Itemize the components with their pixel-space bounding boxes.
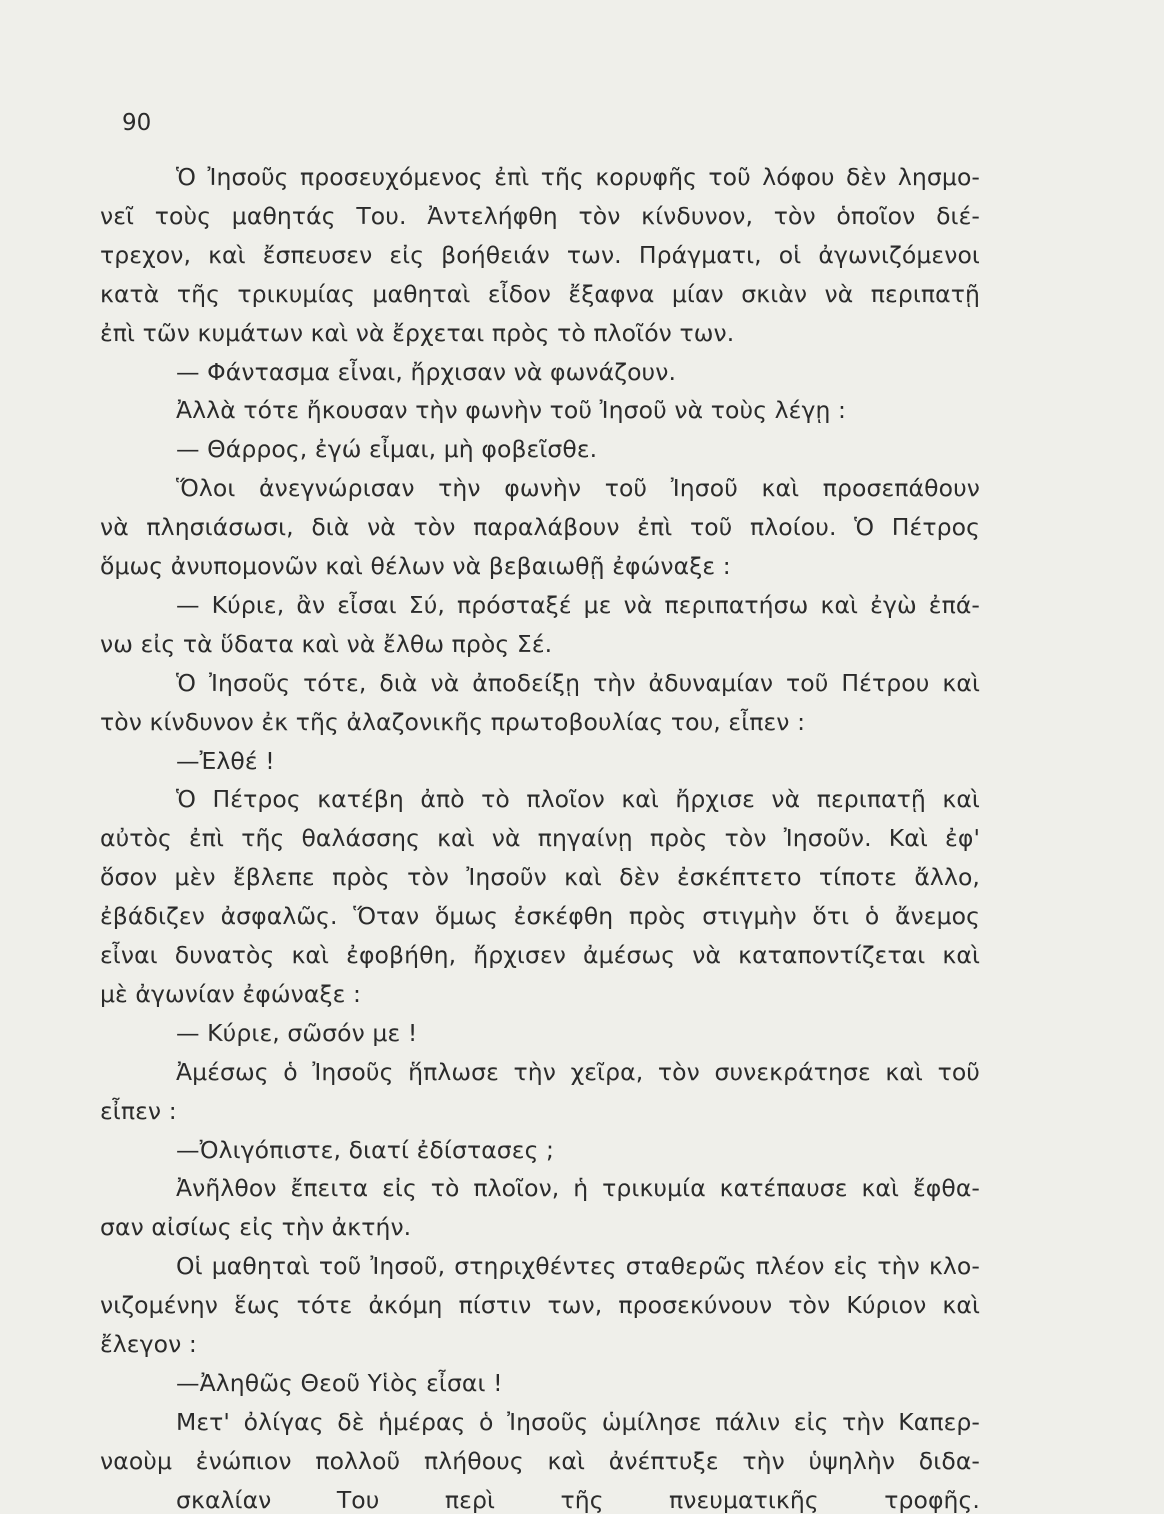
text-line: σαν αἰσίως εἰς τὴν ἀκτήν. — [100, 1213, 412, 1241]
text-line: — Θάρρος, ἐγώ εἶμαι, μὴ φοβεῖσθε. — [176, 435, 598, 463]
text-line: νω εἰς τὰ ὕδατα καὶ νὰ ἔλθω πρὸς Σέ. — [100, 630, 553, 658]
text-line: τὸν κίνδυνον ἐκ τῆς ἀλαζονικῆς πρωτοβουλίας του, εἶπεν : — [100, 708, 806, 736]
text-line: ὅμως ἀνυπομονῶν καὶ θέλων νὰ βεβαιωθῇ ἐφώναξε : — [100, 552, 731, 580]
text-line: Ἀνῆλθον ἔπειτα εἰς τὸ πλοῖον, ἡ τρικυμία κατέπαυσε καὶ ἔφθα- — [176, 1174, 980, 1202]
text-line: νιζομένην ἕως τότε ἀκόμη πίστιν των, προσεκύνουν τὸν Κύριον καὶ — [100, 1291, 980, 1319]
text-line: ἐβάδιζεν ἀσφαλῶς. Ὅταν ὅμως ἐσκέφθη πρὸς στιγμὴν ὅτι ὁ ἄνεμος — [100, 902, 980, 930]
page-number: 90 — [122, 110, 152, 136]
text-line: εἶναι δυνατὸς καὶ ἐφοβήθη, ἤρχισεν ἀμέσως νὰ καταποντίζεται καὶ — [100, 941, 980, 969]
text-line: Ἀλλὰ τότε ἤκουσαν τὴν φωνὴν τοῦ Ἰησοῦ νὰ τοὺς λέγῃ : — [176, 396, 847, 424]
text-line: Ἀμέσως ὁ Ἰησοῦς ἥπλωσε τὴν χεῖρα, τὸν συνεκράτησε καὶ τοῦ — [176, 1058, 980, 1086]
text-line: νὰ πλησιάσωσι, διὰ νὰ τὸν παραλάβουν ἐπὶ τοῦ πλοίου. Ὁ Πέτρος — [100, 513, 980, 541]
text-line: —Ἀληθῶς Θεοῦ Υἱὸς εἶσαι ! — [176, 1369, 503, 1397]
text-line: — Κύριε, σῶσόν με ! — [176, 1019, 418, 1047]
text-line: κατὰ τῆς τρικυμίας μαθηταὶ εἶδον ἔξαφνα μίαν σκιὰν νὰ περιπατῇ — [100, 280, 980, 308]
text-line: Οἱ μαθηταὶ τοῦ Ἰησοῦ, στηριχθέντες σταθερῶς πλέον εἰς τὴν κλο- — [176, 1252, 980, 1280]
text-line: — Φάντασμα εἶναι, ἤρχισαν νὰ φωνάζουν. — [176, 358, 677, 386]
text-line: ὅσον μὲν ἔβλεπε πρὸς τὸν Ἰησοῦν καὶ δὲν ἐσκέπτετο τίποτε ἄλλο, — [100, 863, 980, 891]
text-line: Ὅλοι ἀνεγνώρισαν τὴν φωνὴν τοῦ Ἰησοῦ καὶ προσεπάθουν — [176, 474, 980, 502]
text-line: τρεχον, καὶ ἔσπευσεν εἰς βοήθειάν των. Πράγματι, οἱ ἀγωνιζόμενοι — [100, 241, 980, 269]
text-line: ἔλεγον : — [100, 1330, 197, 1358]
text-line: Μετ' ὀλίγας δὲ ἡμέρας ὁ Ἰησοῦς ὡμίλησε πάλιν εἰς τὴν Καπερ- — [176, 1408, 980, 1436]
text-line: Ὁ Ἰησοῦς προσευχόμενος ἐπὶ τῆς κορυφῆς τοῦ λόφου δὲν λησμο- — [176, 163, 980, 191]
text-line: σκαλίαν Του περὶ τῆς πνευματικῆς τροφῆς. — [176, 1486, 980, 1514]
text-line: εἶπεν : — [100, 1097, 177, 1125]
text-line: Ὁ Πέτρος κατέβη ἀπὸ τὸ πλοῖον καὶ ἤρχισε νὰ περιπατῇ καὶ — [176, 785, 980, 813]
text-line: ναοὺμ ἐνώπιον πολλοῦ πλήθους καὶ ἀνέπτυξε τὴν ὑψηλὴν διδα- — [100, 1447, 980, 1475]
text-line: νεῖ τοὺς μαθητάς Του. Ἀντελήφθη τὸν κίνδυνον, τὸν ὁποῖον διέ- — [100, 202, 980, 230]
text-line: Ὁ Ἰησοῦς τότε, διὰ νὰ ἀποδείξῃ τὴν ἀδυναμίαν τοῦ Πέτρου καὶ — [176, 669, 980, 697]
text-line: —Ἐλθέ ! — [176, 747, 275, 775]
text-line: αὐτὸς ἐπὶ τῆς θαλάσσης καὶ νὰ πηγαίνῃ πρὸς τὸν Ἰησοῦν. Καὶ ἐφ' — [100, 824, 980, 852]
text-line: —Ὀλιγόπιστε, διατί ἐδίστασες ; — [176, 1136, 555, 1164]
text-line: μὲ ἀγωνίαν ἐφώναξε : — [100, 980, 362, 1008]
text-line: — Κύριε, ἂν εἶσαι Σύ, πρόσταξέ με νὰ περιπατήσω καὶ ἐγὼ ἐπά- — [176, 591, 980, 619]
text-line: ἐπὶ τῶν κυμάτων καὶ νὰ ἔρχεται πρὸς τὸ πλοῖόν των. — [100, 319, 735, 347]
